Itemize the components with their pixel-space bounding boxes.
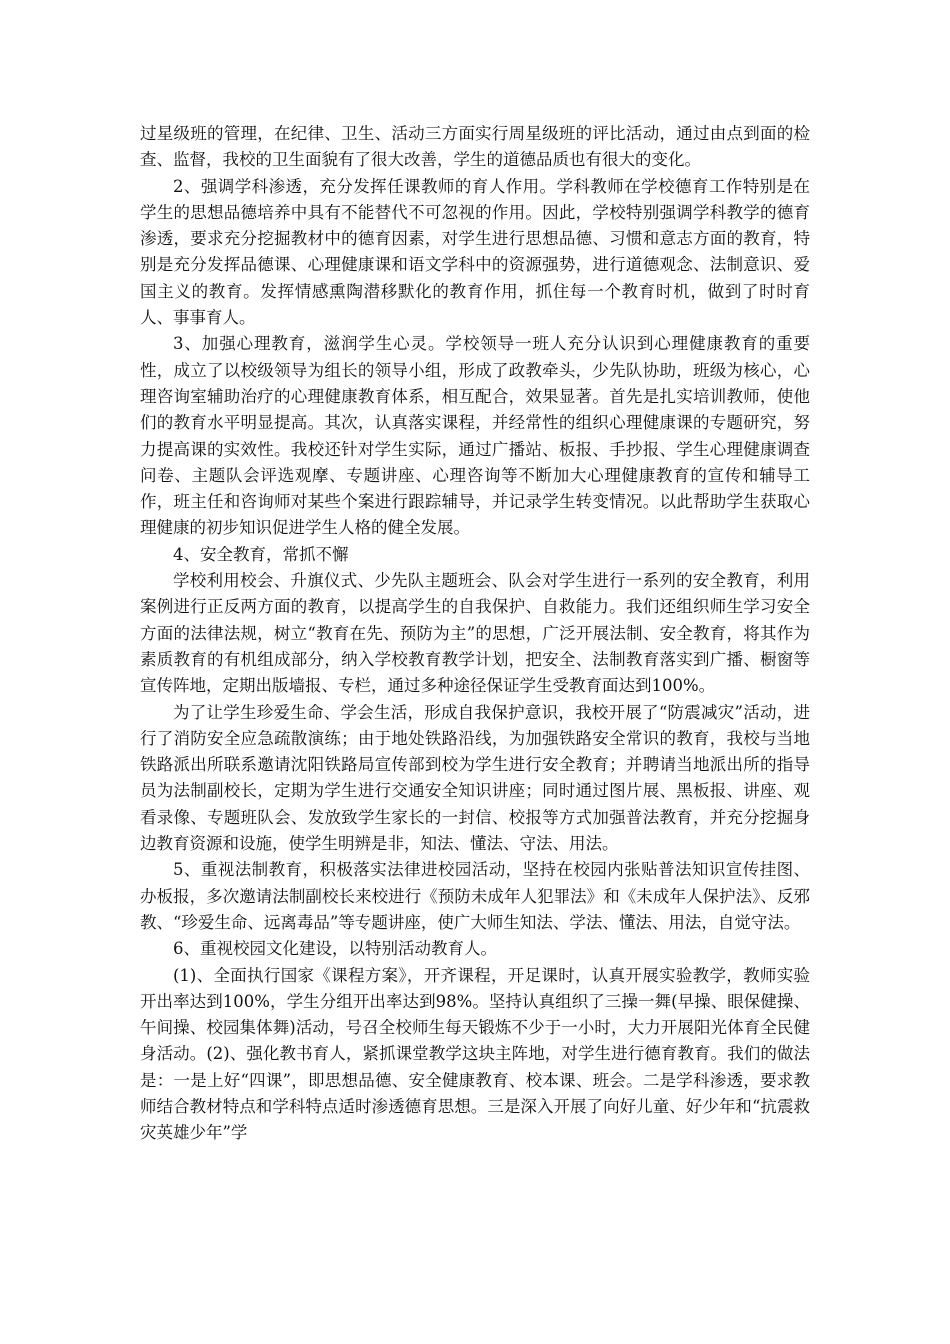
paragraph: 2、强调学科渗透，充分发挥任课教师的育人作用。学科教师在学校德育工作特别是在学生的思想品德培养中具有不能替代不可忽视的作用。因此，学校特别强调学科教学的德育渗透，要求充分挖掘教材中的德育因素，对学生进行思想品德、习惯和意志方面的教育，特别是充分发挥品德课、心理健康课和语文学科中的资源强势，进行道德观念、法制意识、爱国主义的教育。发挥情感熏陶潜移默化的教育作用，抓住每一个教育时机，做到了时时育人、事事育人。 [140,176,810,328]
section-heading: 4、安全教育，常抓不懈 [173,544,349,564]
paragraph: 过星级班的管理，在纪律、卫生、活动三方面实行周星级班的评比活动，通过由点到面的检查、监督，我校的卫生面貌有了很大改善，学生的道德品质也有很大的变化。 [140,124,810,170]
paragraph: (1)、全面执行国家《课程方案》，开齐课程，开足课时，认真开展实验教学，教师实验开出率达到100%，学生分组开出率达到98%。坚持认真组织了三操一舞(早操、眼保健操、午间操、校园集体舞)活动，号召全校师生每天锻炼不少于一小时，大力开展阳光体育全民健身活动。(2)、强化教书育人，紧抓课堂教学这块主阵地，对学生进行德育教育。我们的做法是：一是上好“四课”，即思想品德、安全健康教育、校本课、班会。二是学科渗透，要求教师结合教材特点和学科特点适时渗透德育思想。三是深入开展了向好儿童、好少年和“抗震救灾英雄少年”学 [140,965,810,1143]
paragraph: 学校利用校会、升旗仪式、少先队主题班会、队会对学生进行一系列的安全教育，利用案例进行正反两方面的教育，以提高学生的自我保护、自救能力。我们还组织师生学习安全方面的法律法规，树立“教育在先、预防为主”的思想，广泛开展法制、安全教育，将其作为素质教育的有机组成部分，纳入学校教育教学计划，把安全、法制教育落实到广播、橱窗等宣传阵地，定期出版墙报、专栏，通过多种途径保证学生受教育面达到100%。 [140,571,810,696]
paragraph: 为了让学生珍爱生命、学会生活，形成自我保护意识，我校开展了“防震减灾”活动，进行了消防安全应急疏散演练；由于地处铁路沿线，为加强铁路安全常识的教育，我校与当地铁路派出所联系邀请沈阳铁路局宣传部到校为学生进行安全教育；并聘请当地派出所的指导员为法制副校长，定期为学生进行交通安全知识讲座；同时通过图片展、黑板报、讲座、观看录像、专题班队会、发放致学生家长的一封信、校报等方式加强普法教育，并充分挖掘身边教育资源和设施，使学生明辨是非，知法、懂法、守法、用法。 [140,702,810,854]
paragraph: 3、加强心理教育，滋润学生心灵。学校领导一班人充分认识到心理健康教育的重要性，成立了以校级领导为组长的领导小组，形成了政教牵头，少先队协助，班级为核心，心理咨询室辅助治疗的心理健康教育体系，相互配合，效果显著。首先是扎实培训教师，使他们的教育水平明显提高。其次，认真落实课程，并经常性的组织心理健康课的专题研究，努力提高课的实效性。我校还针对学生实际，通过广播站、板报、手抄报、学生心理健康调查问卷、主题队会评选观摩、专题讲座、心理咨询等不断加大心理健康教育的宣传和辅导工作，班主任和咨询师对某些个案进行跟踪辅导，并记录学生转变情况。以此帮助学生获取心理健康的初步知识促进学生人格的健全发展。 [140,334,810,538]
paragraph: 5、重视法制教育，积极落实法律进校园活动，坚持在校园内张贴普法知识宣传挂图、办板报，多次邀请法制副校长来校进行《预防未成年人犯罪法》和《未成年人保护法》、反邪教、“珍爱生命、远离毒品”等专题讲座，使广大师生知法、学法、懂法、用法，自觉守法。 [140,860,810,932]
document-page [140,121,810,1147]
section-heading: 6、重视校园文化建设，以特别活动教育人。 [173,939,497,959]
